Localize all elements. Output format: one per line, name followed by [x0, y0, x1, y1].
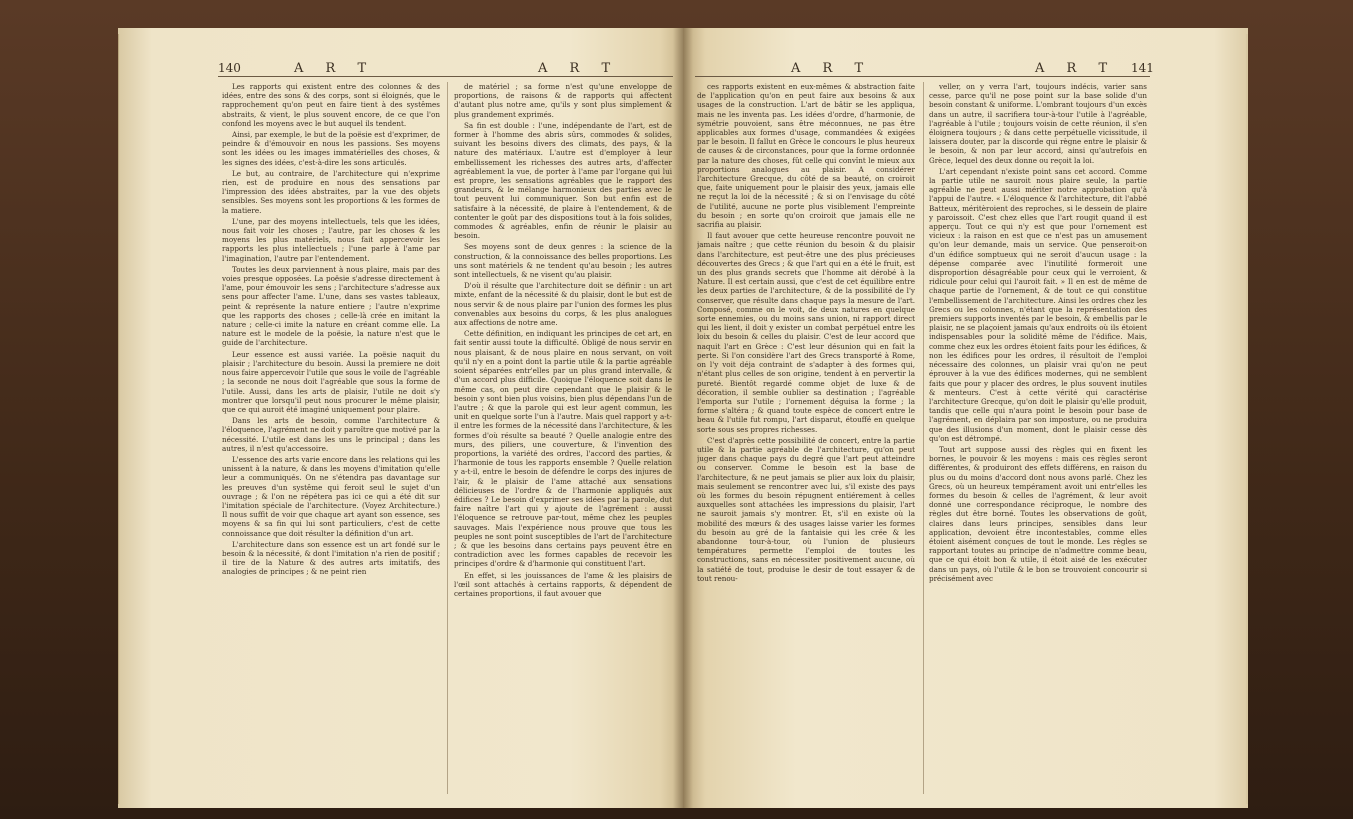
paragraph: D'où il résulte que l'architecture doit se définir : un art mixte, enfant de la nécessité & du plaisir, dont le but est de nous servir & de nous plaire par l'union des formes les plus convenables aux besoins du corps, & les plus analogues aux affections de notre ame. — [454, 281, 672, 328]
left-page-edges — [118, 34, 120, 804]
column-divider-left — [447, 82, 448, 794]
header-rule-right — [695, 76, 1150, 77]
left-page-column-1 — [222, 82, 440, 794]
column-divider-right — [923, 82, 924, 794]
paragraph: L'essence des arts varie encore dans les relations qui les unissent à la nature, & dans les moyens d'imitation qu'elle leur a communiqués. On ne s'étendra pas davantage sur les preuves d'un systême qui feroit seul le sujet d'un ouvrage ; & l'on ne répétera pas ici ce qui a été dit sur l'imitation spéciale de l'architecture. (Voyez Architecture.) Il nous suffit de voir que chaque art ayant son essence, ses moyens & sa fin qui lui sont particuliers, c'est de cette connoissance que doit résulter la définition d'un art. — [222, 454, 440, 538]
right-page-column-1 — [697, 82, 915, 794]
left-page-column-2 — [454, 82, 672, 794]
paragraph: de matériel ; sa forme n'est qu'une enveloppe de proportions, de raisons & de rapports qui affectent d'autant plus notre ame, qu'ils y sont plus simplement & plus grandement exprimés. — [454, 82, 672, 119]
paragraph: Il faut avouer que cette heureuse rencontre pouvoit ne jamais naître ; que cette réunion du besoin & du plaisir dans l'architecture, est peut-être une des plus précieuses découvertes des Grecs ; & que l'art qui en a été le fruit, est un des plus grands secrets que l'homme ait dérobé à la Nature. Il est certain aussi, que c'est de cet équilibre entre les deux parties de l'architecture, & de la possibilité de l'y conserver, que résulte dans chaque pays la mesure de l'art. Composé, comme on le voit, de deux natures en quelque sorte ennemies, ou du moins sans union, ni rapport direct qui les lient, il doit y exister un combat perpétuel entre les loix du besoin & celles du plaisir. C'est de leur accord que naquit l'art en Grèce : C'est leur désunion qui en fait la perte. Si l'on considère l'art des Grecs transporté à Rome, on l'y voit déja contraint de s'adapter à des formes qui, n'étant plus celles de son origine, tendent à en pervertir la pureté. Bientôt regardé comme objet de luxe & de décoration, il semble oublier sa destination ; l'agréable l'emporta sur l'utile ; l'ornement déguisa la forme ; la forme s'altéra ; & quand toute espèce de concert entre le beau & l'utile fut rompu, l'art disparut, étouffé en quelque sorte sous ses propres richesses. — [697, 231, 915, 434]
left-page — [118, 28, 683, 808]
paragraph: Dans les arts de besoin, comme l'architecture & l'éloquence, l'agrément ne doit y paroître que motivé par la nécessité. L'utile est dans les uns le principal ; dans les autres, il n'est qu'accessoire. — [222, 416, 440, 453]
page-number-right: 141 — [1131, 61, 1154, 75]
paragraph: Les rapports qui existent entre des colonnes & des idées, entre des sons & des corps, sont si éloignés, que le rapprochement qu'on peut en faire tient à des systêmes abstraits, & vient, le plus souvent encore, de ce que l'on confond les moyens avec le but auquel ils tendent. — [222, 82, 440, 128]
paragraph: L'art cependant n'existe point sans cet accord. Comme la partie utile ne sauroit nous plaire seule, la partie agréable ne peut aussi mériter notre approbation qu'à l'appui de l'autre. « L'éloquence & l'architecture, dit l'abbé Batteux, méritèroient des reproches, si le dessein de plaire y paroissoit. C'est chez elles que l'art rougit quand il est apperçu. Tout ce qui n'y est que pour l'ornement est vicieux : la raison en est que ce n'est pas un amusement qu'on leur demande, mais un service. Que penseroit-on d'un édifice somptueux qui ne seroit d'aucun usage : la dépense comparée avec l'inutilité formeroit une disproportion désagréable pour ceux qui le verroient, & ridicule pour celui qui l'auroit fait. » Il en est de même de chaque partie de l'ornement, & de tout ce qui constitue l'embellissement de l'architecture. Ainsi les ordres chez les Grecs ou les colonnes, n'étant que la représentation des premiers supports inventés par le besoin, & embellis par le plaisir, ne se plaçoient jamais qu'aux endroits où ils étoient indispensables pour la solidité même de l'édifice. Mais, comme chez eux les ordres étoient faits pour les édifices, & non les édifices pour les ordres, il résultoit de l'emploi nécessaire des colonnes, un plaisir vrai qu'on ne peut éprouver à la vue des édifices modernes, qui ne semblent faits que pour y placer des ordres, le plus souvent inutiles & menteurs. C'est à cette vérité qui caractérise l'architecture Grecque, qu'on doit le plaisir qu'elle produit, tandis que celle qui n'aura point le besoin pour base de l'agrément, en déplaira par son imposture, ou ne produira que des illusions d'un moment, dont le plaisir cesse dès qu'on est détrompé. — [929, 166, 1147, 443]
paragraph: Toutes les deux parviennent à nous plaire, mais par des voies presque opposées. La poësie s'adresse directement à l'ame, pour émouvoir les sens ; l'architecture s'adresse aux sens pour affecter l'ame. L'une, dans ses vastes tableaux, peint & représente la nature entiere ; l'autre n'exprime que les rapports des choses ; celle-là crée en imitant la nature ; celle-ci imite la nature en créant comme elle. La nature est le modele de la poësie, la nature n'est que le guide de l'architecture. — [222, 264, 440, 348]
paragraph: L'une, par des moyens intellectuels, tels que les idées, nous fait voir les choses ; l'autre, par les choses & les moyens les plus matériels, nous fait appercevoir les rapports les plus intellectuels ; l'une parle à l'ame par l'imagination, l'autre par l'entendement. — [222, 216, 440, 263]
paragraph: Leur essence est aussi variée. La poësie naquit du plaisir ; l'architecture du besoin. Aussi la premiere ne doit nous faire appercevoir l'utile que sous le voile de l'agréable ; la seconde ne nous doit l'agréable que sous la forme de l'utile. Aussi, dans les arts de plaisir, l'utile ne doit s'y montrer que lorsqu'il peut nous procurer le même plaisir, que ce qui auroit été imaginé uniquement pour plaire. — [222, 349, 440, 414]
book-gutter — [673, 28, 693, 808]
paragraph: Ses moyens sont de deux genres : la science de la construction, & la connoissance des belles proportions. Les uns sont matériels & ne tendent qu'au besoin ; les autres sont intellectuels, & ne visent qu'au plaisir. — [454, 242, 672, 280]
paragraph: ces rapports existent en eux-mêmes & abstraction faite de l'application qu'on en peut faire aux besoins & aux usages de la construction. L'art de bâtir se les appliqua, mais ne les inventa pas. Les idées d'ordre, d'harmonie, de symétrie pouvoient, sans être méconnues, ne pas être applicables aux formes d'usage, commandées & exigées par le besoin. Il fallut en Grèce le concours le plus heureux de causes & de circonstances, pour que la forme ordonnée par la nature des choses, fût celle qui convînt le mieux aux proportions analogues au plaisir. A considérer l'architecture Grecque, du côté de sa beauté, on croiroit que, faite uniquement pour le plaisir des yeux, jamais elle ne reçut la loi de la nécessité ; & si on l'envisage du côté de l'utilité, aucune ne porte plus visiblement l'empreinte du besoin ; en sorte qu'on croiroit que jamais elle ne sacrifia au plaisir. — [697, 82, 915, 230]
paragraph: Le but, au contraire, de l'architecture qui n'exprime rien, est de produire en nous des sensations par l'impression des idées abstraites, par la vue des objets sensibles. Ses moyens sont les proportions & les formes de la matiere. — [222, 168, 440, 215]
paragraph: Sa fin est double : l'une, indépendante de l'art, est de former à l'homme des abris sûrs, commodes & solides, suivant les besoins divers des climats, des pays, & la nature des matériaux. L'autre est d'employer à leur embellissement les richesses des autres arts, d'affecter agréablement la vue, de porter à l'ame par l'organe qui lui est propre, les sensations agréables que le rapport des grandeurs, & le mélange harmonieux des parties avec le tout peuvent lui communiquer. Son but enfin est de satisfaire à la nécessité, de plaire à l'entendement, & de contenter le goût par des dispositions tout à la fois solides, commodes & agréables, enfin de réunir le plaisir au besoin. — [454, 120, 672, 241]
right-page-edges — [1246, 34, 1248, 804]
page-number-left: 140 — [218, 61, 241, 75]
header-rule-left — [218, 76, 673, 77]
paragraph: L'architecture dans son essence est un art fondé sur le besoin & la nécessité, & dont l'imitation n'a rien de positif ; il tire de la Nature & des autres arts imitatifs, des analogies de principes ; & ne peint rien — [222, 539, 440, 577]
paragraph: Tout art suppose aussi des règles qui en fixent les bornes, le pouvoir & les moyens : mais ces règles seront différentes, & produiront des effets différens, en raison du plus ou du moins d'accord dont nous avons parlé. Chez les Grecs, où un heureux tempérament avoit uni entr'elles les formes du besoin & celles de l'agrément, & leur avoit donné une correspondance réciproque, le nombre des règles dut être borné. Toutes les observations de goût, claires dans leurs principes, sensibles dans leur application, devoient être incontestables, comme elles étoient aisément conçues de tout le monde. Les règles se rapportant toutes au principe de n'admettre comme beau, que ce qui étoit bon & utile, il étoit aisé de les exécuter dans un pays, où l'utile & le bon se trouvoient concourir si précisément avec — [929, 444, 1147, 583]
paragraph: Cette définition, en indiquant les principes de cet art, en fait sentir aussi toute la difficulté. Obligé de nous servir en nous plaisant, & de nous plaire en nous servant, on voit qu'il n'y en a point dont la partie utile & la partie agréable soient séparées entr'elles par un plus grand intervalle, & d'un accord plus difficile. Quoique l'éloquence soit dans le même cas, on peut dire cependant que le plaisir & le besoin y sont bien plus voisins, bien plus dépendans l'un de l'autre ; & que la parole qui est leur agent commun, les unit en quelque sorte l'un à l'autre. Mais quel rapport y a-t-il entre les formes de la nécessité dans l'architecture, & les formes d'où résulte sa beauté ? Quelle analogie entre des murs, des piliers, une couverture, & l'invention des proportions, la variété des ordres, l'accord des parties, & l'harmonie de tous les rapports ensemble ? Quelle relation y a-t-il, entre le besoin de défendre le corps des injures de l'air, & le plaisir de l'ame attaché aux sensations délicieuses de l'ordre & de l'harmonie appliqués aux édifices ? Le besoin d'exprimer ses idées par la parole, dut faire naître l'art qui y ajoute de l'agrément : aussi l'éloquence se retrouve par-tout, même chez les peuples sauvages. Mais l'expérience nous prouve que tous les peuples ne sont point susceptibles de l'art de l'architecture ; & que les besoins dans certains pays peuvent être en contradiction avec les formes capables de recevoir les principes d'ordre & d'harmonie qui constituent l'art. — [454, 329, 672, 569]
right-page-column-2 — [929, 82, 1147, 794]
paragraph: En effet, si les jouissances de l'ame & les plaisirs de l'œil sont attachés à certains rapports, & dépendent de certaines proportions, il faut avouer que — [454, 570, 672, 598]
running-head-left-col1: A R T — [294, 61, 376, 76]
running-head-left-col2: A R T — [538, 61, 620, 76]
running-head-right-col2: A R T — [1035, 61, 1117, 76]
paragraph: C'est d'après cette possibilité de concert, entre la partie utile & la partie agréable de l'architecture, qu'on peut juger dans chaque pays du degré que l'art peut atteindre ou conserver. Comme le besoin est la base de l'architecture, & ne peut jamais se plier aux loix du plaisir, mais seulement se rencontrer avec lui, s'il existe des pays où les formes du besoin répugnent entiérement à celles auxquelles sont attachées les impressions du plaisir, l'art ne sauroit jamais s'y montrer. Et, s'il en existe où la mobilité des mœurs & des usages laisse varier les formes du besoin au gré de la fantaisie qui les crée & les abandonne tour-à-tour, où l'union de plusieurs températures permette l'emploi de toutes les constructions, sans en nécessiter positivement aucune, où la satiété de tout, produise le desir de tout essayer & de tout renou- — [697, 435, 915, 583]
running-head-right-col1: A R T — [791, 61, 873, 76]
paragraph: veller, on y verra l'art, toujours indécis, varier sans cesse, parce qu'il ne pose point sur la base solide d'un besoin constant & uniforme. L'ombrant toujours d'un excès dans un autre, il sacrifiera tour-à-tour l'utile à l'agréable, l'agréable à l'utile ; toujours voisin de cette réunion, il s'en éloignera toujours ; & dans cette perpétuelle vicissitude, il laissera douter, par la discorde qui règne entre le plaisir & le besoin, & non par leur accord, ainsi qu'autrefois en Grèce, lequel des deux donne ou reçoit la loi. — [929, 82, 1147, 165]
open-book — [118, 28, 1248, 808]
paragraph: Ainsi, par exemple, le but de la poësie est d'exprimer, de peindre & d'émouvoir en nous les passions. Ses moyens sont les idées ou les images immatérielles des choses, & les signes des idées, c'est-à-dire les sons articulés. — [222, 130, 440, 167]
right-page — [683, 28, 1248, 808]
